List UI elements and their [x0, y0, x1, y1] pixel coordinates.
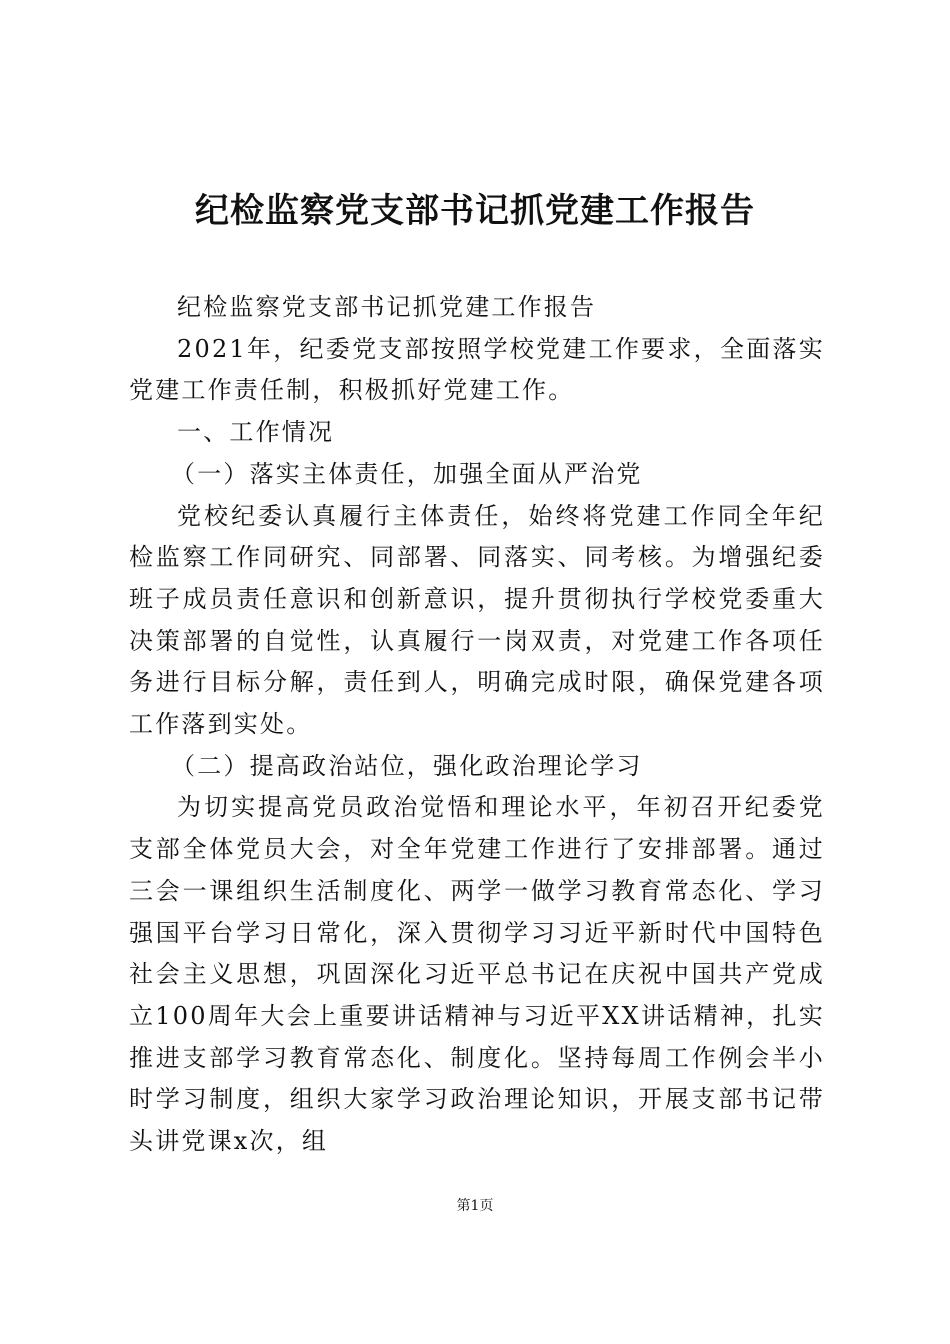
section-heading-work-status: 一、工作情况 [177, 418, 335, 447]
page-title: 纪检监察党支部书记抓党建工作报告 [195, 191, 755, 231]
paragraph-subsection-2: 为切实提高党员政治觉悟和理论水平，年初召开纪委党支部全体党员大会，对全年党建工作进行了安排部署。通过三会一课组织生活制度化、两学一做学习教育常态化、学习强国平台学习日常化，深入贯彻学习习近平新时代中国特色社会主义思想，巩固深化习近平总书记在庆祝中国共产党成立100周年大会上重要讲话精神与习近平XX讲话精神，扎实推进支部学习教育常态化、制度化。坚持每周工作例会半小时学习制度，组织大家学习政治理论知识，开展支部书记带头讲党课x次，组 [129, 793, 825, 1156]
paragraph-heading-repeat: 纪检监察党支部书记抓党建工作报告 [177, 293, 597, 321]
paragraph-intro: 2021年，纪委党支部按照学校党建工作要求，全面落实党建工作责任制，积极抓好党建工作。 [129, 334, 825, 405]
subsection-heading-2: （二）提高政治站位，强化政治理论学习 [171, 751, 643, 780]
document-body [129, 287, 825, 1163]
subsection-heading-1: （一）落实主体责任，加强全面从严治党 [171, 459, 643, 488]
page-number: 第1页 [456, 1198, 494, 1214]
paragraph-subsection-1: 党校纪委认真履行主体责任，始终将党建工作同全年纪检监察工作同研究、同部署、同落实、同考核。为增强纪委班子成员责任意识和创新意识，提升贯彻执行学校党委重大决策部署的自觉性，认真履行一岗双责，对党建工作各项任务进行目标分解，责任到人，明确完成时限，确保党建各项工作落到实处。 [129, 501, 825, 739]
